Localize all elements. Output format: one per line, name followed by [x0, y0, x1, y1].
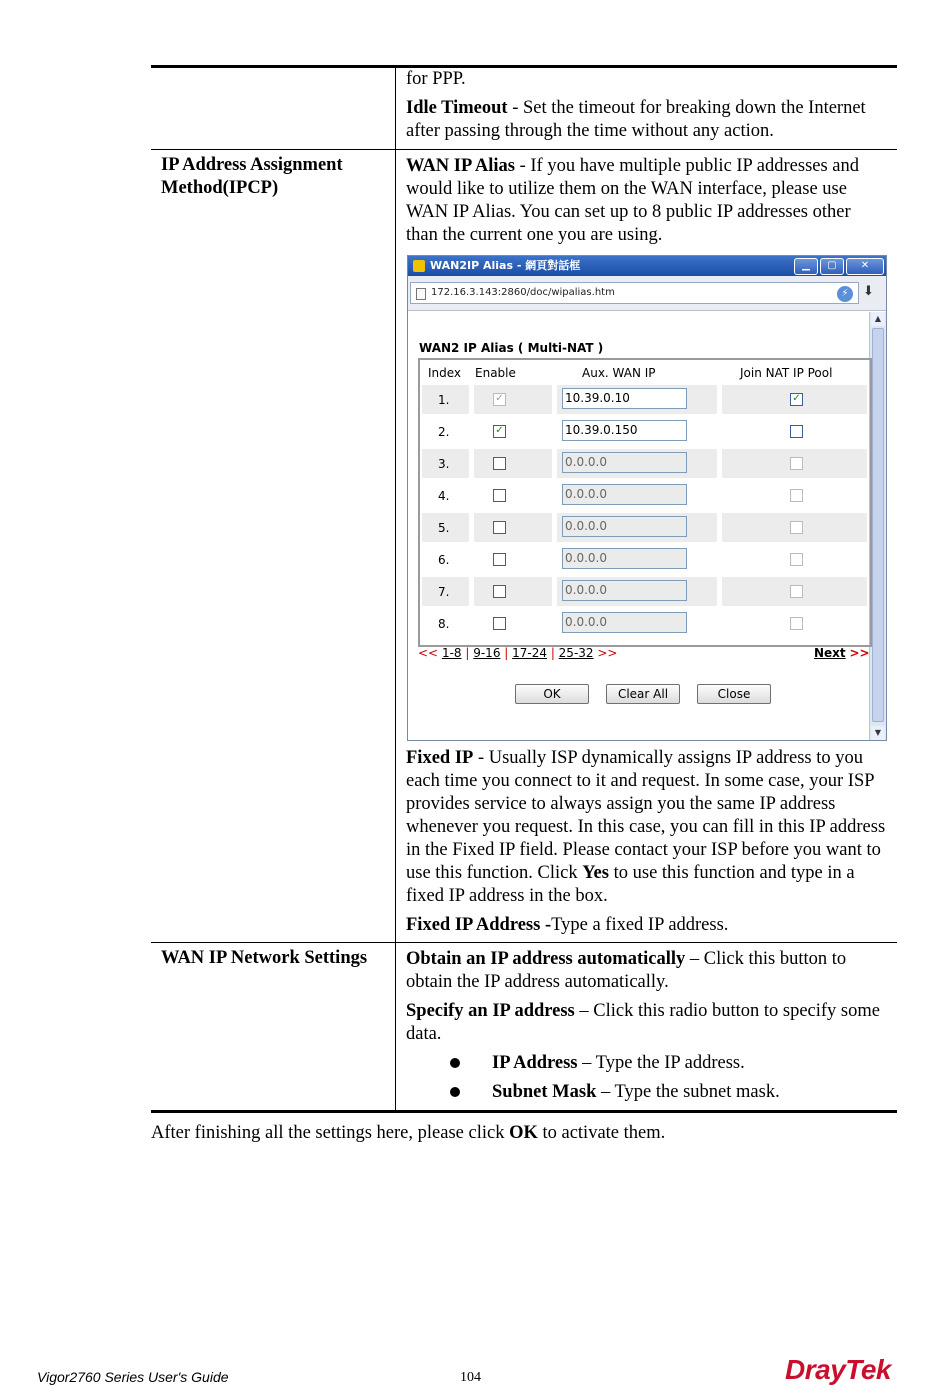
row-desc — [396, 150, 898, 943]
enable-checkbox[interactable] — [493, 617, 506, 630]
row-separator — [469, 513, 474, 542]
desc-term: WAN IP Alias — [406, 156, 515, 176]
row-separator — [469, 385, 474, 414]
row-index: 6. — [438, 553, 450, 567]
closing-term: OK — [509, 1123, 538, 1143]
join-nat-checkbox — [790, 553, 803, 566]
next-link[interactable]: Next — [814, 646, 846, 660]
alias-row — [422, 545, 867, 574]
header-enable: Enable — [475, 366, 516, 380]
closing-text: After finishing all the settings here, please click — [151, 1123, 510, 1143]
page-icon — [416, 288, 426, 300]
row-separator — [469, 545, 474, 574]
desc-text: - If you have multiple public IP addresses and would like to utilize them on the WAN interface, please use WAN IP Alias. You can set up to 8 public IP addresses other than the current one you are using. — [406, 156, 860, 245]
row-separator — [469, 417, 474, 446]
row-separator — [552, 545, 557, 574]
aux-wan-ip-input: 0.0.0.0 — [562, 548, 687, 569]
clear-all-button[interactable]: Clear All — [606, 684, 680, 704]
alias-panel — [418, 358, 872, 647]
row-separator — [552, 417, 557, 446]
desc-paragraph — [406, 914, 887, 937]
row-separator — [469, 481, 474, 510]
enable-checkbox[interactable] — [493, 521, 506, 534]
row-separator — [717, 449, 722, 478]
row-separator — [469, 449, 474, 478]
row-index: 1. — [438, 393, 450, 407]
enable-checkbox[interactable] — [493, 457, 506, 470]
row-separator — [552, 513, 557, 542]
join-nat-checkbox[interactable]: ✓ — [790, 393, 803, 406]
window-title: WAN2IP Alias - 網頁對話框 — [430, 259, 581, 272]
aux-wan-ip-input: 0.0.0.0 — [562, 516, 687, 537]
join-nat-checkbox — [790, 521, 803, 534]
download-icon[interactable]: ⬇ — [863, 284, 874, 299]
page-link-9-16[interactable]: 9-16 — [473, 646, 501, 660]
footer-guide-title: Vigor2760 Series User's Guide — [37, 1369, 229, 1385]
aux-wan-ip-input[interactable]: 10.39.0.10 — [562, 388, 687, 409]
row-separator — [552, 481, 557, 510]
desc-text: – Click this button to obtain the IP address automatically. — [406, 949, 847, 992]
join-nat-checkbox — [790, 489, 803, 502]
bullet-item — [406, 1052, 887, 1075]
refresh-icon[interactable]: ⚡ — [837, 286, 853, 302]
page-heading: WAN2 IP Alias ( Multi-NAT ) — [419, 341, 604, 355]
pager: << 1-8 | 9-16 | 17-24 | 25-32 >> — [418, 646, 618, 660]
row-separator — [717, 577, 722, 606]
row-index: 7. — [438, 585, 450, 599]
aux-wan-ip-input: 0.0.0.0 — [562, 612, 687, 633]
draytek-logo: DrayTek — [785, 1354, 891, 1385]
url-field[interactable] — [410, 282, 859, 304]
desc-term: Fixed IP Address - — [406, 915, 552, 935]
join-nat-checkbox — [790, 457, 803, 470]
desc-text: for PPP. — [406, 69, 466, 89]
desc-paragraph — [406, 97, 887, 143]
desc-text: – Click this radio button to specify some data. — [406, 1001, 880, 1044]
aux-wan-ip-input[interactable]: 10.39.0.150 — [562, 420, 687, 441]
close-button[interactable]: Close — [697, 684, 771, 704]
join-nat-checkbox — [790, 585, 803, 598]
scroll-thumb[interactable] — [872, 328, 884, 722]
enable-checkbox[interactable] — [493, 585, 506, 598]
row-separator — [552, 577, 557, 606]
minimize-icon[interactable]: ▁ — [794, 258, 818, 275]
scroll-down-icon[interactable]: ▼ — [871, 726, 885, 740]
url-text: 172.16.3.143:2860/doc/wipalias.htm — [431, 287, 615, 298]
alias-row — [422, 481, 867, 510]
desc-term: Yes — [582, 863, 609, 883]
wan-ip-alias-screenshot — [407, 255, 887, 741]
alias-row — [422, 385, 867, 414]
bullet-item — [406, 1081, 887, 1104]
alias-row — [422, 417, 867, 446]
enable-checkbox[interactable]: ✓ — [493, 425, 506, 438]
maximize-icon[interactable]: ▢ — [820, 258, 844, 275]
enable-checkbox: ✓ — [493, 393, 506, 406]
row-separator — [552, 609, 557, 638]
address-bar — [408, 276, 886, 311]
close-window-icon[interactable]: ✕ — [846, 258, 884, 275]
desc-term: IP Address — [492, 1053, 578, 1073]
desc-term: Idle Timeout — [406, 98, 508, 118]
desc-paragraph — [406, 948, 887, 994]
desc-paragraph — [406, 747, 887, 908]
desc-paragraph — [406, 155, 887, 247]
closing-text: to activate them. — [537, 1123, 666, 1143]
row-index: 5. — [438, 521, 450, 535]
window-titlebar — [408, 256, 886, 276]
closing-paragraph — [151, 1122, 665, 1145]
aux-wan-ip-input: 0.0.0.0 — [562, 452, 687, 473]
pager-prev: << — [418, 646, 439, 660]
ok-button[interactable]: OK — [515, 684, 589, 704]
alias-row — [422, 577, 867, 606]
desc-text: – Type the IP address. — [577, 1053, 745, 1073]
settings-table — [151, 65, 897, 1113]
desc-text: - Set the timeout for breaking down the Internet after passing through the time without any action. — [406, 98, 866, 141]
app-icon — [413, 260, 425, 272]
alias-row — [422, 513, 867, 542]
row-separator — [717, 385, 722, 414]
page-link-17-24[interactable]: 17-24 — [512, 646, 547, 660]
alias-row — [422, 609, 867, 638]
header-join-nat-pool: Join NAT IP Pool — [740, 366, 833, 380]
row-separator — [717, 481, 722, 510]
row-separator — [469, 609, 474, 638]
desc-term: Subnet Mask — [492, 1082, 597, 1102]
page-number: 104 — [460, 1370, 481, 1385]
row-separator — [717, 417, 722, 446]
row-desc — [396, 943, 898, 1112]
pager-next[interactable] — [814, 646, 870, 660]
enable-checkbox[interactable] — [493, 553, 506, 566]
row-label: IP Address Assignment Method(IPCP) — [151, 150, 396, 943]
page-link-1-8[interactable]: 1-8 — [441, 646, 462, 660]
row-index: 3. — [438, 457, 450, 471]
row-index: 4. — [438, 489, 450, 503]
row-separator — [469, 577, 474, 606]
row-label: WAN IP Network Settings — [151, 943, 396, 1112]
desc-paragraph — [406, 1000, 887, 1046]
join-nat-checkbox — [790, 617, 803, 630]
desc-term: Fixed IP — [406, 748, 474, 768]
desc-term: Specify an IP address — [406, 1001, 575, 1021]
row-separator — [552, 449, 557, 478]
header-aux-wan-ip: Aux. WAN IP — [582, 366, 656, 380]
alias-row — [422, 449, 867, 478]
pager-more: >> — [597, 646, 618, 660]
desc-text: Type a fixed IP address. — [551, 915, 729, 935]
aux-wan-ip-input: 0.0.0.0 — [562, 580, 687, 601]
row-separator — [717, 609, 722, 638]
page-link-25-32[interactable]: 25-32 — [558, 646, 594, 660]
row-separator — [552, 385, 557, 414]
desc-text: - Usually ISP dynamically assigns IP address to you each time you connect to it and request. In some case, your ISP provides service to always assign you the same IP address whenever you request. In this case, you can fill in this IP address in the Fixed IP field. Please contact your ISP before you want to use this function. Click — [406, 748, 886, 883]
aux-wan-ip-input: 0.0.0.0 — [562, 484, 687, 505]
row-separator — [717, 513, 722, 542]
row-label — [151, 67, 396, 150]
row-desc — [396, 67, 898, 150]
desc-text: – Type the subnet mask. — [596, 1082, 780, 1102]
join-nat-checkbox[interactable] — [790, 425, 803, 438]
desc-text: to use this function and type in a fixed IP address in the box. — [406, 863, 855, 906]
desc-term: Obtain an IP address automatically — [406, 949, 686, 969]
row-index: 2. — [438, 425, 450, 439]
header-index: Index — [428, 366, 462, 380]
enable-checkbox[interactable] — [493, 489, 506, 502]
next-arrow: >> — [849, 646, 870, 660]
scroll-up-icon[interactable]: ▲ — [871, 312, 885, 326]
row-index: 8. — [438, 617, 450, 631]
row-separator — [717, 545, 722, 574]
